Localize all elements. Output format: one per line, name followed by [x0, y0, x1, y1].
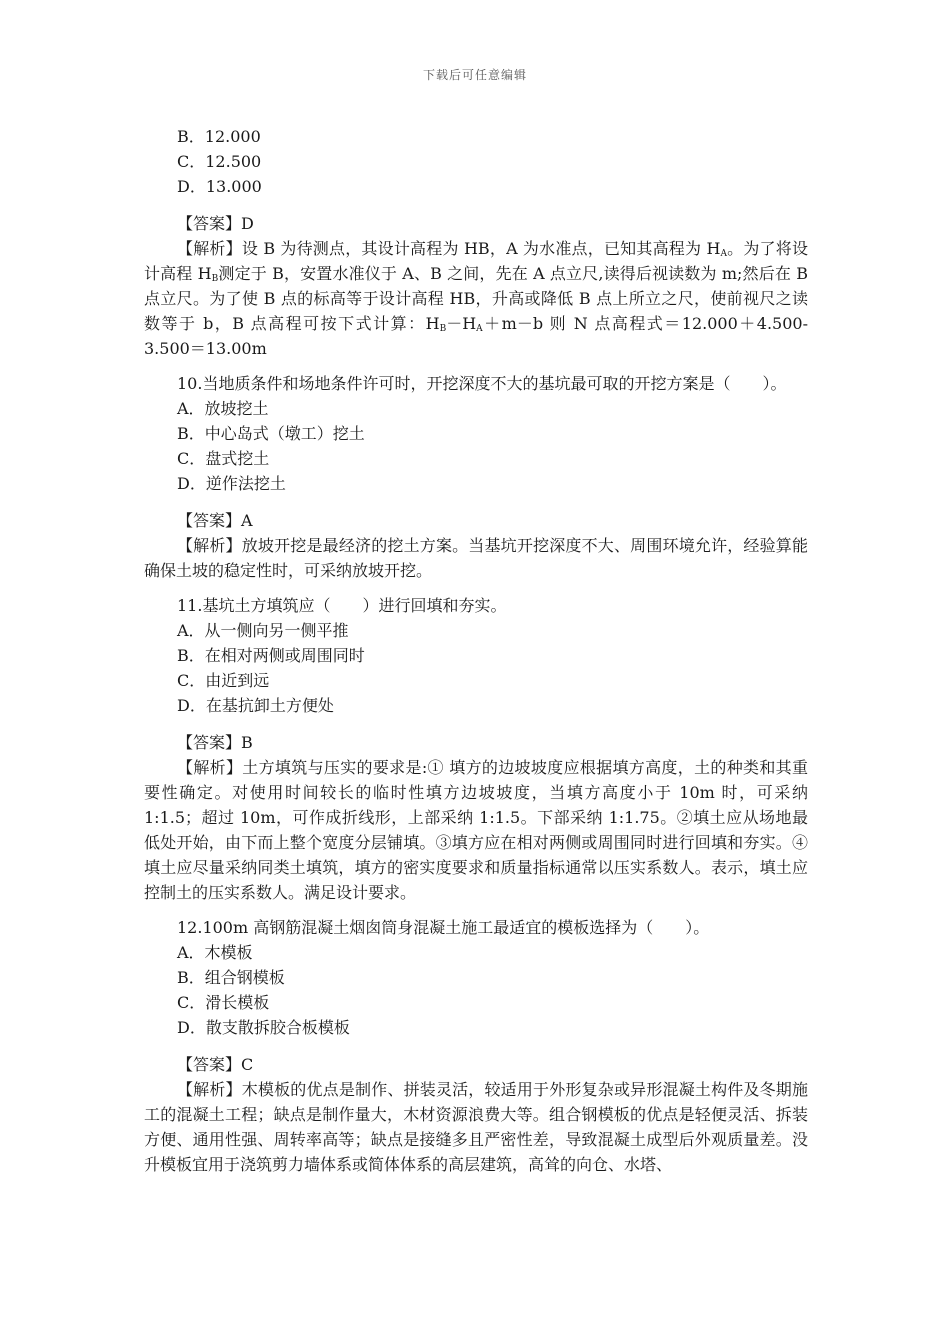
q11-answer: 【答案】B — [177, 733, 253, 752]
q12-option-c: C．滑长模板 — [177, 993, 270, 1012]
q11-question: 11.基坑土方填筑应（ ）进行回填和夯实。 — [177, 596, 507, 615]
q10-option-b: B．中心岛式（墩工）挖土 — [177, 424, 365, 443]
q11-analysis: 【解析】土方填筑与压实的要求是:① 填方的边坡坡度应根据填方高度，土的种类和其重要性确定。对使用时间较长的临时性填方边坡坡度，当填方高度小于 10m 时，可采纳 1:1.5；超过 10m，可作成折线形，上部采纳 1:1.5。下部采纳 1:1.75。②填土应从场地最低处开始，由下而上整个宽度分层铺填。③填方应在相对两侧或周围同时进行回填和夯实。④填土应尽量采纳同类土填筑，填方的密实度要求和质量指标通常以压实系数人。表示，填土应控制土的压实系数人。满足设计要求。 — [144, 758, 808, 902]
page-header: 下载后可任意编辑 — [422, 68, 527, 82]
q10-answer: 【答案】A — [177, 511, 253, 530]
q12-option-d: D．散支散拆胶合板模板 — [177, 1018, 350, 1037]
q9-option-c: C．12.500 — [177, 152, 262, 171]
q11-option-a: A．从一侧向另一侧平推 — [177, 621, 349, 640]
q11-option-d: D．在基抗卸土方便处 — [177, 696, 334, 715]
q10-option-c: C．盘式挖土 — [177, 449, 270, 468]
document-body — [144, 124, 808, 1177]
q9-answer: 【答案】D — [177, 214, 254, 233]
q10-option-a: A．放坡挖土 — [177, 399, 269, 418]
q12-option-a: A．木模板 — [177, 943, 253, 962]
q9-option-d: D．13.000 — [177, 177, 262, 196]
q11-option-b: B．在相对两侧或周围同时 — [177, 646, 365, 665]
q12-analysis: 【解析】木模板的优点是制作、拼装灵活，较适用于外形复杂或异形混凝土构件及冬期施工的混凝土工程；缺点是制作量大，木材资源浪费大等。组合钢模板的优点是轻便灵活、拆装方便、通用性强、周转率高等；缺点是接缝多且严密性差，导致混凝土成型后外观质量差。没升模板宜用于浇筑剪力墙体系或简体体系的高层建筑，高耸的向仓、水塔、 — [144, 1080, 808, 1174]
q10-option-d: D．逆作法挖土 — [177, 474, 286, 493]
q9-option-b: B．12.000 — [177, 127, 261, 146]
q12-answer: 【答案】C — [177, 1055, 254, 1074]
q12-question: 12.100m 高钢筋混凝土烟囱筒身混凝土施工最适宜的模板选择为（ ）。 — [177, 918, 710, 937]
q12-option-b: B．组合钢模板 — [177, 968, 285, 987]
q10-analysis: 【解析】放坡开挖是最经济的挖土方案。当基坑开挖深度不大、周围环境允许，经验算能确保土坡的稳定性时，可采纳放坡开挖。 — [144, 536, 808, 580]
q10-question: 10.当地质条件和场地条件许可时，开挖深度不大的基坑最可取的开挖方案是（ ）。 — [177, 374, 787, 393]
q9-analysis: 【解析】设 B 为待测点，其设计高程为 HB，A 为水准点，已知其高程为 $H_A$。为了将设计高程 $H_B$测定于 B，安置水准仪于 A、B 之间，先在 A 点立尺,读得后视读数为 m;然后在 B 点立尺。为了使 B 点的标高等于设计高程 HB，升高或降低 B 点上所立之尺，使前视尺之读数等于 b，B 点高程可按下式计算：$H_B-H_A+m-b$ 则 N 点高程式＝12.000＋4.500-3.500＝13.00m — [144, 239, 808, 358]
q11-option-c: C．由近到远 — [177, 671, 270, 690]
